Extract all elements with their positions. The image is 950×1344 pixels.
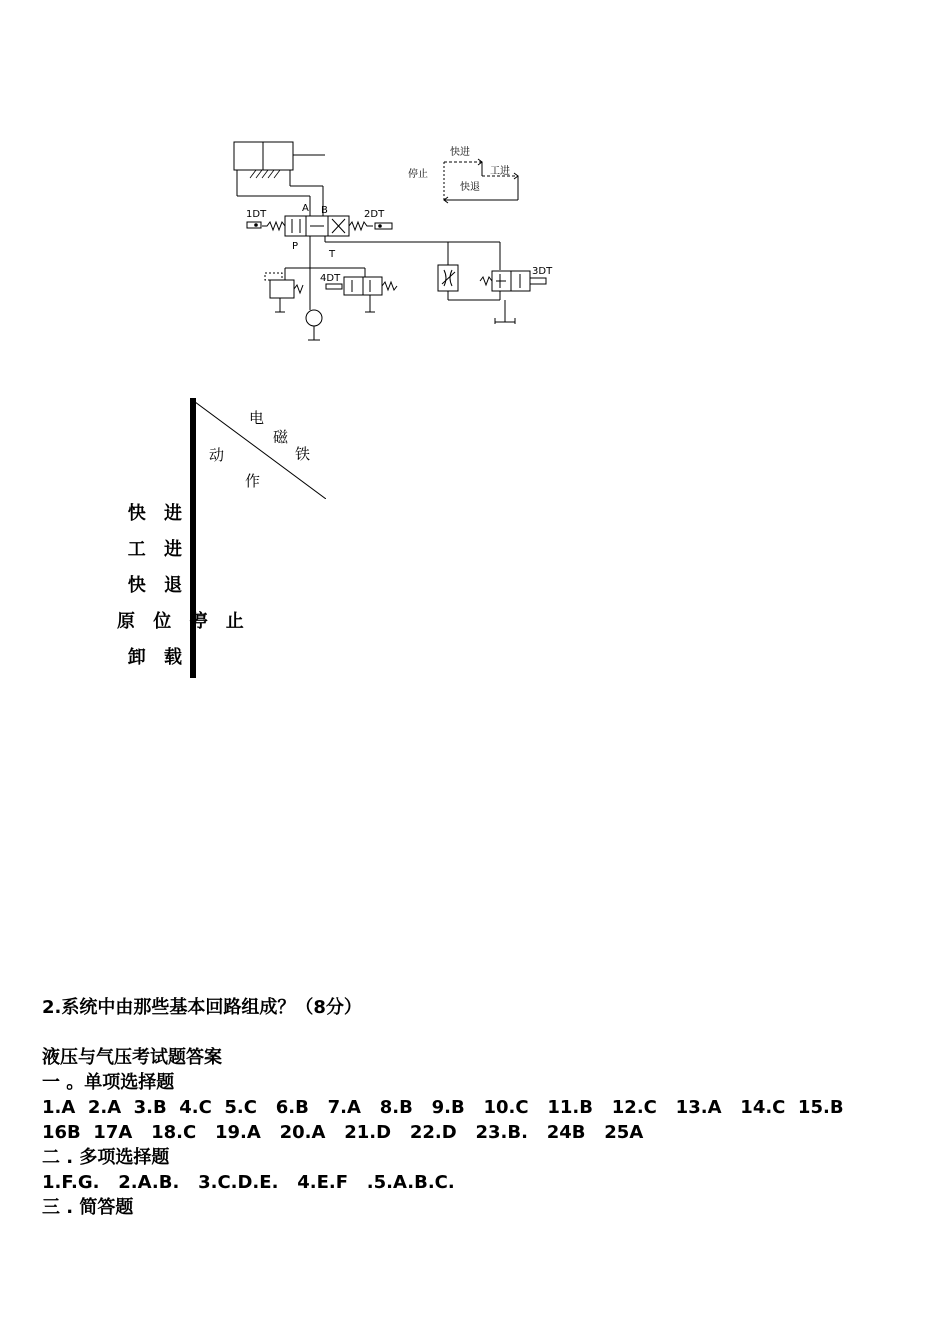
section-3-heading: 三 . 简答题 (42, 1197, 134, 1218)
row-label-unload: 卸 载 (127, 647, 188, 668)
solenoid-1dt (247, 222, 261, 228)
answers-title: 液压与气压考试题答案 (42, 1047, 222, 1068)
table-row (191, 571, 196, 606)
solenoid-2dt (375, 223, 392, 229)
row-label-home-stop: 原 位 停 止 (117, 611, 250, 632)
question-2: 2.系统中由那些基本回路组成？（8分） (42, 997, 362, 1018)
label-4dt: 4DT (320, 273, 341, 284)
relief-valve (270, 280, 294, 298)
cycle-fast-forward-label: 快进 (450, 147, 470, 158)
label-1dt: 1DT (246, 209, 267, 220)
label-3dt: 3DT (532, 266, 553, 277)
header-char-3: 铁 (295, 445, 311, 463)
table-row (191, 500, 196, 535)
solenoid-4dt (326, 284, 342, 289)
cycle-fast-return-label: 快退 (460, 182, 480, 193)
solenoid-3dt (530, 278, 546, 284)
answer-line-3: 1.F.G. 2.A.B. 3.C.D.E. 4.E.F .5.A.B.C. (42, 1172, 455, 1193)
cycle-work-feed-label: 工进 (490, 166, 510, 177)
port-t-label: T (329, 249, 336, 260)
row-label-fast-return: 快 退 (127, 575, 188, 596)
table-row (191, 606, 196, 642)
header-char-4: 动 (209, 446, 225, 464)
table-header-diagonal-cell (191, 399, 311, 500)
row-label-work-feed: 工 进 (127, 539, 188, 560)
row-label-fast-forward: 快 进 (127, 503, 188, 524)
header-char-2: 磁 (273, 428, 289, 446)
port-b-label: B (321, 205, 328, 216)
answer-line-2: 16B 17A 18.C 19.A 20.A 21.D 22.D 23.B. 24B 25A (42, 1122, 644, 1143)
port-a-label: A (302, 203, 309, 214)
header-char-5: 作 (245, 472, 261, 490)
port-p-label: P (292, 241, 299, 252)
solenoid-action-table (190, 398, 311, 678)
section-2-heading: 二 . 多项选择题 (42, 1147, 170, 1168)
hydraulic-circuit-diagram (225, 135, 585, 350)
table-row (191, 642, 196, 678)
label-2dt: 2DT (364, 209, 385, 220)
cycle-stop-label: 停止 (408, 169, 428, 180)
header-char-1: 电 (249, 409, 265, 427)
section-1-heading: 一 。单项选择题 (42, 1072, 175, 1093)
pump (306, 310, 322, 326)
table-row (191, 535, 196, 571)
answer-line-1: 1.A 2.A 3.B 4.C 5.C 6.B 7.A 8.B 9.B 10.C 11.B 12.C 13.A 14.C 15.B (42, 1097, 844, 1118)
cylinder-hatching (248, 170, 282, 178)
